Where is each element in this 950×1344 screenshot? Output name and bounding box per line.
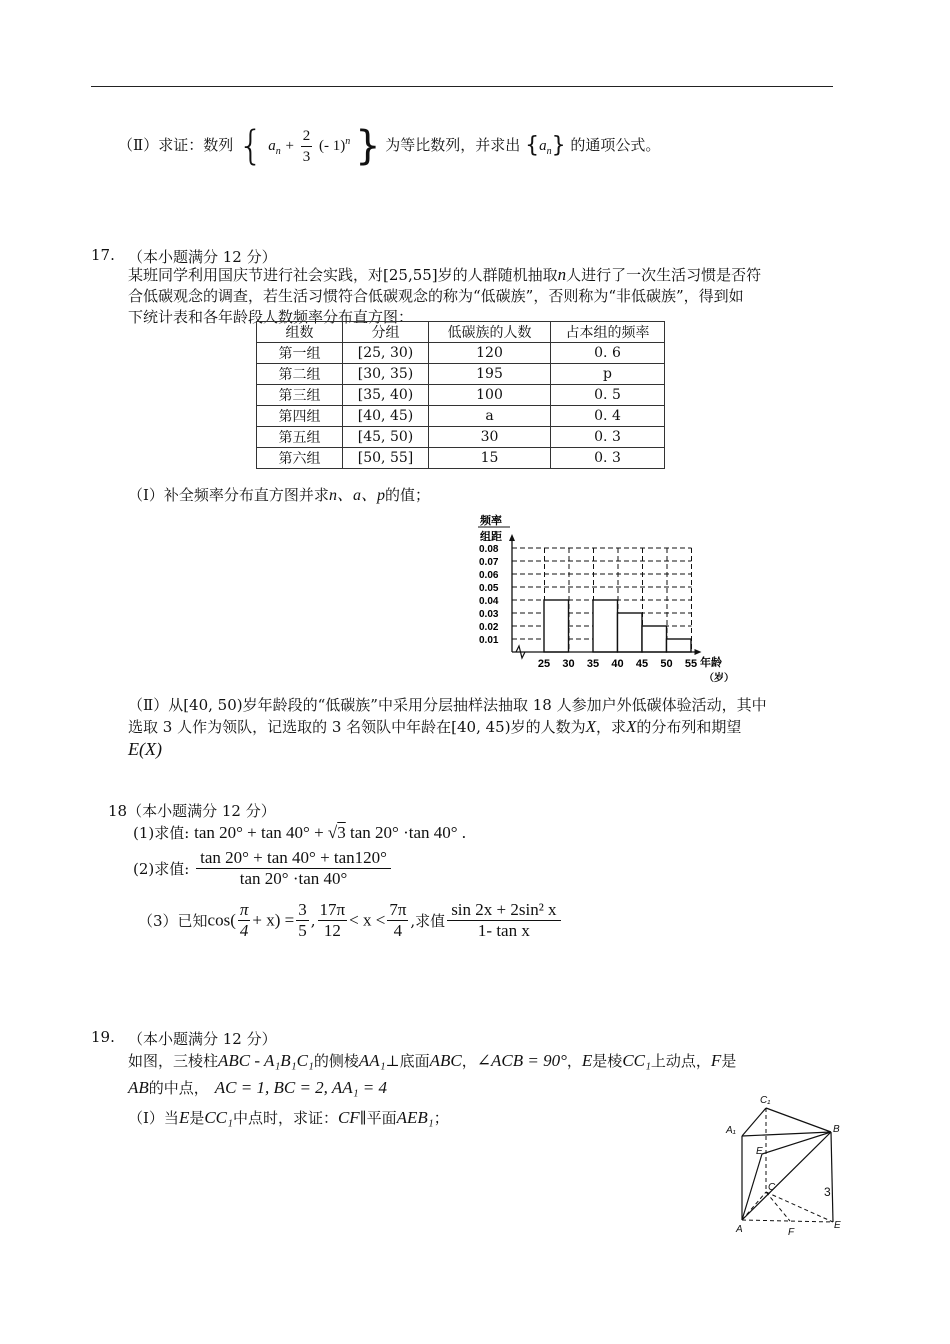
x-tick-label: 40 — [611, 658, 624, 670]
y-tick-label: 0.08 — [479, 544, 499, 555]
table-cell: 0. 4 — [551, 406, 665, 427]
y-tick-label: 0.03 — [479, 609, 499, 620]
table-header-cell: 组数 — [257, 322, 343, 343]
q17-part1: （Ⅰ）补全频率分布直方图并求n、a、p的值； — [128, 486, 430, 504]
histogram-bar — [667, 639, 692, 652]
table-header-cell: 低碳族的人数 — [429, 322, 551, 343]
table-cell: 100 — [429, 385, 551, 406]
label-c1: C₁ — [760, 1095, 771, 1106]
prism-figure — [720, 1090, 850, 1240]
table-cell: p — [551, 364, 665, 385]
table-cell: [30, 35) — [343, 364, 429, 385]
table-cell: 第五组 — [257, 427, 343, 448]
table-cell: 第六组 — [257, 448, 343, 469]
q18-part1: (1)求值: tan 20° + tan 40° + √3 tan 20° ·tan 40° . — [133, 823, 467, 842]
q19-number: 19. — [91, 1028, 115, 1046]
table-cell: 第一组 — [257, 343, 343, 364]
table-cell: 195 — [429, 364, 551, 385]
x-tick-label: 25 — [537, 658, 551, 670]
label-a1: A₁ — [726, 1125, 736, 1136]
x-unit: （岁） — [704, 673, 734, 684]
q17-number: 17. — [91, 246, 115, 264]
q18-part3: （3）已知cos( $\frac{\pi}{4}$ + x) = $\frac{3}{5}$ , $\frac{17\pi}{12}$ < x < $\frac{7\pi}{4}$ ,求值 $\frac{\text{sin 2x + 2sin² x}}{\text{1- tan x}}$ — [138, 900, 563, 941]
y-tick-label: 0.07 — [479, 557, 499, 568]
right-brace: } — [355, 123, 381, 169]
table-cell: [25, 30) — [343, 343, 429, 364]
table-cell: [50, 55] — [343, 448, 429, 469]
table-row — [257, 406, 665, 427]
y-label-top: 频率 — [480, 515, 502, 527]
table-cell: 30 — [429, 427, 551, 448]
q16-part2: （Ⅱ）求证：数列 { $a_n$ + $\frac{2}{3}$ (- 1)$^n$ } 为等比数列，并求出 $\{a_n\}$ 的通项公式。 — [118, 123, 661, 169]
table-header-row — [257, 322, 665, 343]
table-cell: 120 — [429, 343, 551, 364]
label-c: C — [768, 1182, 776, 1193]
table-header-cell: 分组 — [343, 322, 429, 343]
y-label-bottom: 组距 — [480, 531, 502, 543]
x-label: 年龄 — [700, 657, 722, 669]
x-tick-label: 30 — [562, 658, 575, 670]
table-row — [257, 364, 665, 385]
q18-header: 18（本小题满分 12 分） — [108, 802, 276, 820]
table-row — [257, 448, 665, 469]
frequency-histogram — [476, 510, 756, 685]
y-tick-label: 0.02 — [479, 622, 499, 633]
x-tick-label: 55 — [684, 658, 698, 670]
y-tick-label: 0.01 — [479, 635, 499, 646]
label-f: F — [788, 1227, 795, 1238]
table-row — [257, 427, 665, 448]
x-tick-label: 50 — [660, 658, 673, 670]
table-cell: 0. 5 — [551, 385, 665, 406]
table-cell: 0. 3 — [551, 427, 665, 448]
seq-a: a — [268, 138, 276, 154]
x-tick-label: 45 — [635, 658, 649, 670]
label-3: 3 — [824, 1185, 831, 1199]
frequency-table — [256, 321, 665, 469]
fraction-two-thirds: $\frac{2}{3}$ — [302, 127, 311, 165]
x-axis-arrow — [695, 649, 702, 655]
q17-part2: （Ⅱ）从[40, 50)岁年龄段的“低碳族”中采用分层抽样法抽取 18 人参加户外低碳体验活动，其中 选取 3 人作为领队，记选取的 3 名领队中年龄在[40, 45)岁的人数为X，求X的分布列和期望 E(X) — [128, 696, 767, 759]
table-cell: 第四组 — [257, 406, 343, 427]
table-cell: 第三组 — [257, 385, 343, 406]
histogram-bar — [642, 626, 667, 652]
x-tick-label: 35 — [586, 658, 600, 670]
table-cell: 0. 3 — [551, 448, 665, 469]
table-cell: 第二组 — [257, 364, 343, 385]
table-header-cell: 占本组的频率 — [551, 322, 665, 343]
label-b1: B — [833, 1124, 840, 1135]
y-tick-label: 0.05 — [479, 583, 499, 594]
table-cell: [45, 50) — [343, 427, 429, 448]
histogram-bar — [544, 600, 569, 652]
y-tick-label: 0.04 — [479, 596, 499, 607]
table-cell: [40, 45) — [343, 406, 429, 427]
left-brace: { — [237, 123, 264, 169]
label-a: A — [736, 1224, 743, 1235]
table-row — [257, 343, 665, 364]
histogram-bar — [618, 613, 643, 652]
table-row — [257, 385, 665, 406]
y-axis-arrow — [509, 534, 515, 541]
histogram-bar — [593, 600, 618, 652]
label-e: E — [756, 1146, 763, 1157]
table-cell: 0. 6 — [551, 343, 665, 364]
top-rule — [91, 86, 833, 87]
table-cell: a — [429, 406, 551, 427]
q19-line1: 如图，三棱柱ABC - A₁B₁C₁的侧棱AA₁⊥底面ABC，∠ACB = 90°，E是棱CC₁上动点，F是 — [128, 1051, 737, 1070]
q19-line2: AB的中点， AC = 1, BC = 2, AA₁ = 4 — [128, 1078, 388, 1097]
q19-part1: （Ⅰ）当E是CC₁中点时，求证：CF∥平面AEB₁； — [128, 1108, 449, 1127]
y-tick-label: 0.06 — [479, 570, 499, 581]
label-b: E — [834, 1220, 841, 1231]
q17-stem: 某班同学利用国庆节进行社会实践，对[25,55]岁的人群随机抽取n人进行了一次生活习惯是否符 合低碳观念的调查，若生活习惯符合低碳观念的称为“低碳族”，否则称为“非低碳族”，得到如 下统计表和各年龄段人数频率分布直方图： — [128, 265, 762, 326]
q19-header: （本小题满分 12 分） — [128, 1030, 277, 1048]
q17-header: （本小题满分 12 分） — [128, 248, 277, 266]
table-cell: [35, 40) — [343, 385, 429, 406]
q18-fraction: $\frac{\tan 20^\circ + \tan 40^\circ + \tan 120^\circ}{\tan 20^\circ \cdot\tan 40^\circ}$ — [196, 848, 391, 889]
q18-part2: (2)求值: $\frac{\tan 20^\circ + \tan 40^\circ + \tan 120^\circ}{\tan 20^\circ \cdot\tan 40^\circ}$ — [133, 848, 393, 889]
table-cell: 15 — [429, 448, 551, 469]
